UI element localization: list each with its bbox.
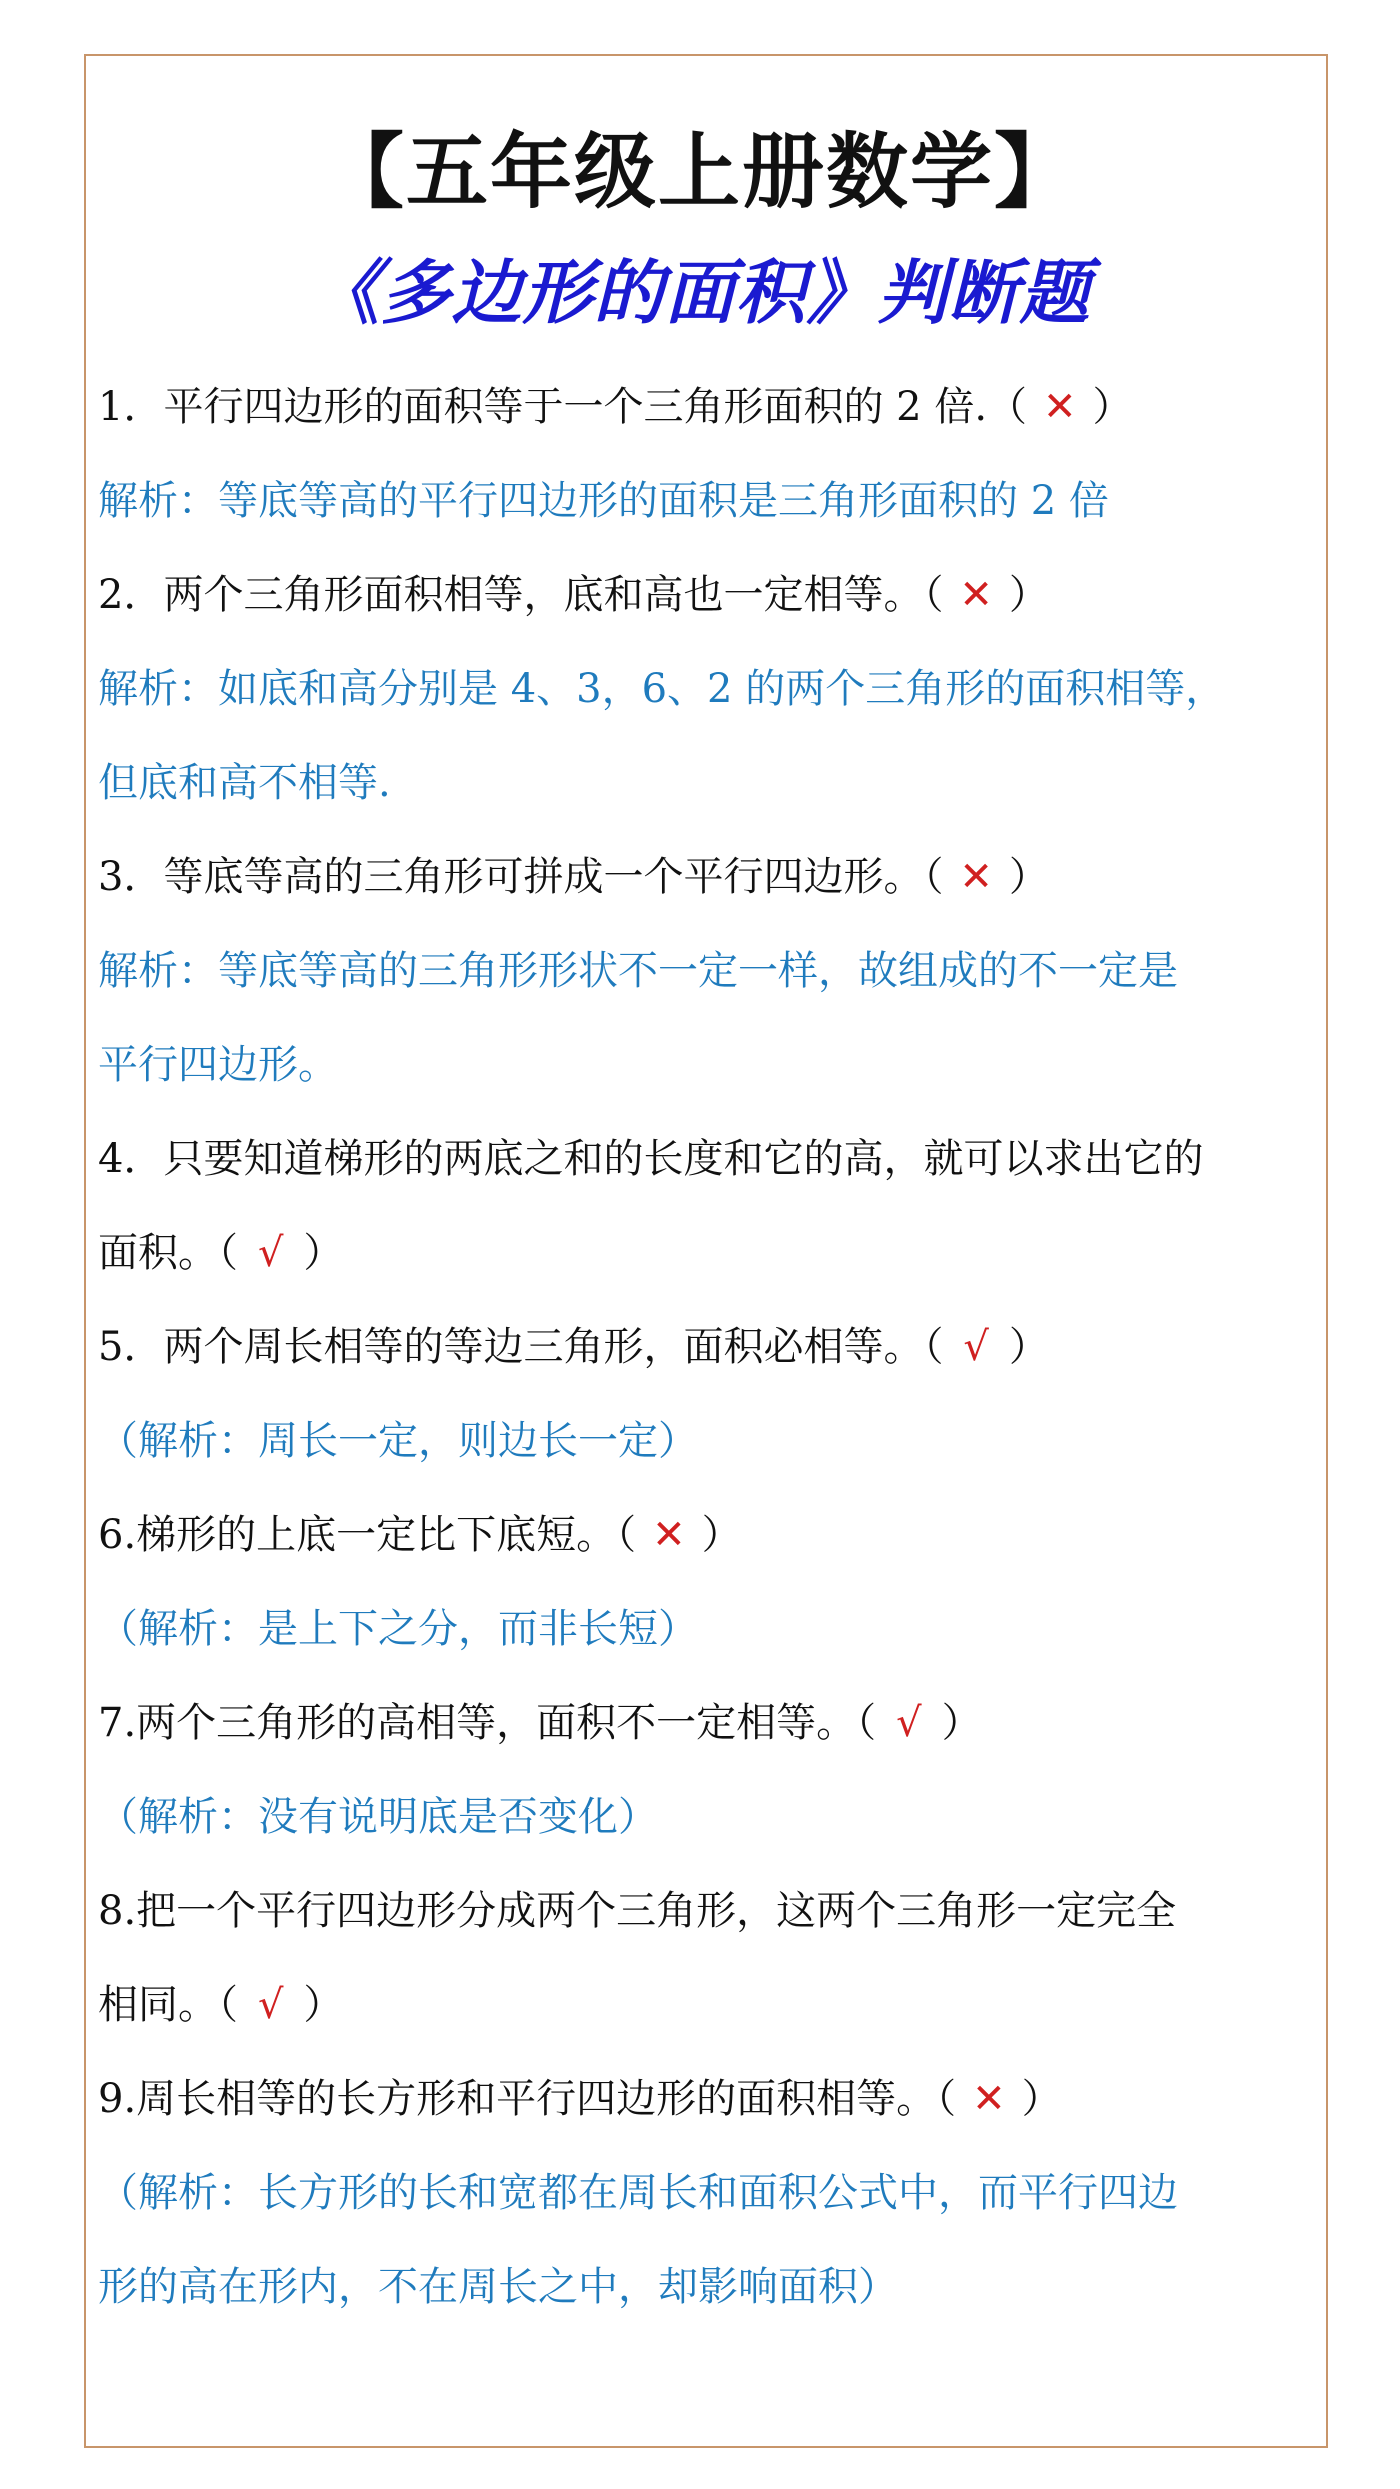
wrong-mark-icon: ✕ [959, 572, 993, 618]
question-7: 7.两个三角形的高相等，面积不一定相等。（ √ ） [98, 1676, 1323, 1770]
page-title: 【五年级上册数学】 [321, 124, 1078, 220]
check-mark-icon: √ [257, 1230, 284, 1276]
question-4-line-2: 面积。（ √ ） [98, 1206, 1323, 1300]
question-6: 6.梯形的上底一定比下底短。（ ✕ ） [98, 1488, 1323, 1582]
question-2: 2．两个三角形面积相等，底和高也一定相等。（ ✕ ） [98, 548, 1323, 642]
check-mark-icon: √ [963, 1324, 989, 1370]
wrong-mark-icon: ✕ [972, 2076, 1006, 2122]
analysis-7: （解析：没有说明底是否变化） [98, 1794, 658, 1840]
question-1: 1．平行四边形的面积等于一个三角形面积的 2 倍.（ ✕ ） [98, 360, 1323, 454]
analysis-9-line-2: 形的高在形内，不在周长之中，却影响面积） [98, 2264, 898, 2310]
analysis-5: （解析：周长一定，则边长一定） [98, 1418, 698, 1464]
question-5: 5．两个周长相等的等边三角形，面积必相等。（ √ ） [98, 1300, 1323, 1394]
page-subtitle: 《多边形的面积》判断题 [309, 251, 1091, 334]
question-8-line-1: 8.把一个平行四边形分成两个三角形，这两个三角形一定完全 [98, 1888, 1177, 1934]
question-3: 3．等底等高的三角形可拼成一个平行四边形。（ ✕ ） [98, 830, 1323, 924]
analysis-6: （解析：是上下之分，而非长短） [98, 1606, 698, 1652]
analysis-2-line-1: 解析：如底和高分别是 4、3，6、2 的两个三角形的面积相等， [98, 666, 1226, 712]
question-8-line-2: 相同。（ √ ） [98, 1958, 1323, 2052]
wrong-mark-icon: ✕ [959, 854, 993, 900]
question-4-line-1: 4．只要知道梯形的两底之和的长度和它的高，就可以求出它的 [98, 1136, 1204, 1182]
check-mark-icon: √ [896, 1700, 922, 1746]
analysis-9-line-1: （解析：长方形的长和宽都在周长和面积公式中，而平行四边 [98, 2170, 1178, 2216]
analysis-1: 解析：等底等高的平行四边形的面积是三角形面积的 2 倍 [98, 478, 1109, 524]
analysis-3-line-1: 解析：等底等高的三角形形状不一定一样，故组成的不一定是 [98, 948, 1178, 994]
question-list [98, 360, 1323, 2334]
check-mark-icon: √ [257, 1982, 284, 2028]
analysis-2-line-2: 但底和高不相等. [98, 760, 391, 806]
question-9: 9.周长相等的长方形和平行四边形的面积相等。（ ✕ ） [98, 2052, 1323, 2146]
wrong-mark-icon: ✕ [652, 1512, 686, 1558]
wrong-mark-icon: ✕ [1043, 384, 1077, 430]
analysis-3-line-2: 平行四边形。 [98, 1042, 338, 1088]
